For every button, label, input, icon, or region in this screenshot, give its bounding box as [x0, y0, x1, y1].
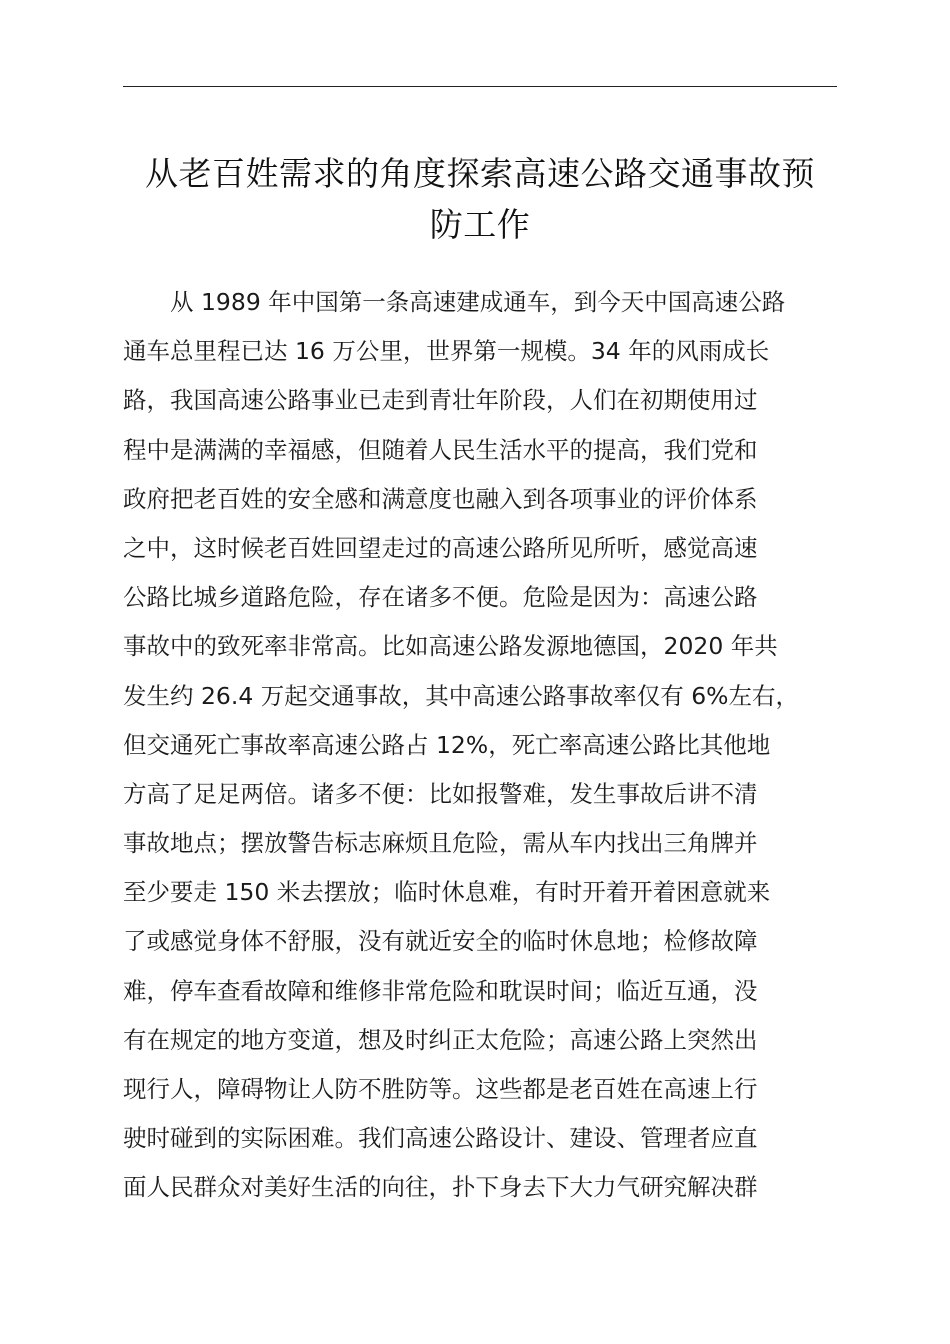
body-line: 至少要走 150 米去摆放；临时休息难，有时开着开着困意就来: [123, 878, 771, 907]
body-line: 公路比城乡道路危险，存在诸多不便。危险是因为：高速公路: [123, 583, 758, 612]
body-line: 难，停车查看故障和维修非常危险和耽误时间；临近互通，没: [123, 976, 758, 1005]
body-line: 但交通死亡事故率高速公路占 12%，死亡率高速公路比其他地: [123, 730, 771, 759]
body-line: 有在规定的地方变道，想及时纠正太危险；高速公路上突然出: [123, 1025, 758, 1054]
body-line: 了或感觉身体不舒服，没有就近安全的临时休息地；检修故障: [123, 927, 758, 956]
body-line: 事故地点；摆放警告标志麻烦且危险，需从车内找出三角牌并: [123, 829, 758, 858]
body-paragraph: [123, 278, 837, 1213]
body-line: 现行人，障碍物让人防不胜防等。这些都是老百姓在高速上行: [123, 1075, 758, 1103]
body-line: 从 1989 年中国第一条高速建成通车，到今天中国高速公路: [170, 288, 786, 316]
body-line: 之中，这时候老百姓回望走过的高速公路所见所听，感觉高速: [123, 533, 758, 562]
header-divider: [123, 86, 837, 87]
title-line-1: 从老百姓需求的角度探索高速公路交通事故预: [145, 154, 815, 193]
body-line: 通车总里程已达 16 万公里，世界第一规模。34 年的风雨成长: [123, 337, 770, 366]
body-line: 事故中的致死率非常高。比如高速公路发源地德国，2020 年共: [123, 632, 778, 661]
body-line: 程中是满满的幸福感，但随着人民生活水平的提高，我们党和: [123, 435, 758, 464]
title-line-2: 防工作: [429, 205, 531, 244]
body-line: 方高了足足两倍。诸多不便：比如报警难，发生事故后讲不清: [123, 779, 758, 808]
document-title: [110, 148, 850, 250]
body-line: 驶时碰到的实际困难。我们高速公路设计、建设、管理者应直: [123, 1124, 758, 1153]
body-line: 政府把老百姓的安全感和满意度也融入到各项事业的评价体系: [123, 484, 758, 513]
body-line: 面人民群众对美好生活的向往，扑下身去下大力气研究解决群: [123, 1173, 758, 1202]
body-line: 路，我国高速公路事业已走到青壮年阶段，人们在初期使用过: [123, 386, 758, 415]
body-line: 发生约 26.4 万起交通事故，其中高速公路事故率仅有 6%左右，: [123, 681, 800, 710]
